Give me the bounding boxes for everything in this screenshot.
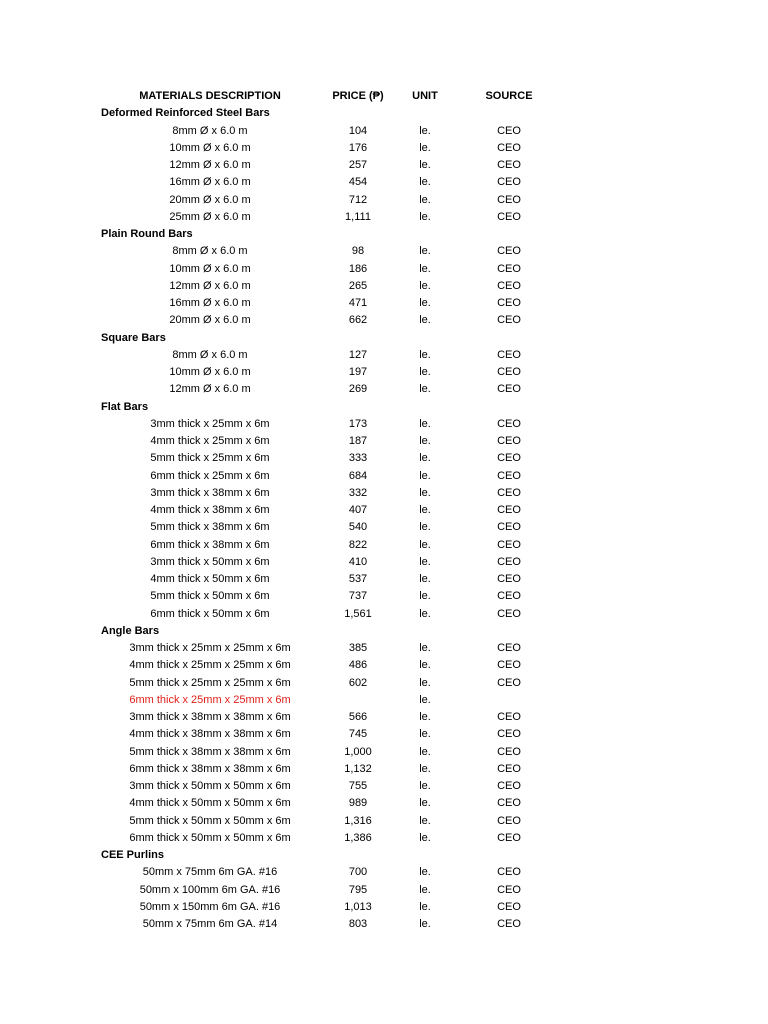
item-price: 173 (348, 417, 368, 430)
item-unit: le. (419, 279, 431, 292)
item-source: CEO (497, 521, 521, 534)
item-description: 3mm thick x 38mm x 38mm x 6m (129, 711, 291, 723)
section-heading (0, 847, 768, 864)
item-unit: le. (419, 383, 431, 396)
table-row (0, 312, 768, 329)
table-row (0, 744, 768, 761)
item-unit: le. (419, 297, 431, 309)
item-source: CEO (497, 262, 521, 275)
item-description: 6mm thick x 50mm x 50mm x 6m (129, 831, 291, 844)
table-row (0, 123, 768, 140)
table-row (0, 657, 768, 674)
item-price: 822 (348, 538, 368, 551)
table-row (0, 261, 768, 278)
table-row (0, 364, 768, 381)
item-unit: le. (419, 435, 431, 447)
table-row (0, 174, 768, 191)
item-unit: le. (419, 728, 431, 741)
table-row (0, 416, 768, 433)
item-price: 98 (351, 245, 365, 258)
item-unit: le. (419, 866, 431, 879)
item-source: CEO (497, 555, 521, 568)
section-title: Plain Round Bars (101, 228, 193, 240)
item-source: CEO (497, 900, 521, 913)
item-source: CEO (497, 831, 521, 844)
item-source: CEO (497, 435, 521, 447)
item-source: CEO (497, 866, 521, 879)
item-price: 803 (348, 918, 368, 930)
item-price: 755 (348, 780, 368, 792)
item-price: 700 (348, 866, 368, 879)
item-unit: le. (419, 555, 431, 568)
table-row (0, 640, 768, 657)
item-description: 3mm thick x 25mm x 25mm x 6m (129, 642, 291, 654)
item-price: 989 (348, 797, 368, 810)
header-description: MATERIALS DESCRIPTION (139, 90, 281, 102)
item-description: 12mm Ø x 6.0 m (169, 159, 251, 171)
item-description: 3mm thick x 50mm x 50mm x 6m (129, 780, 291, 792)
table-row (0, 433, 768, 450)
item-unit: le. (419, 417, 431, 430)
item-description: 3mm thick x 25mm x 6m (150, 417, 270, 430)
table-row (0, 295, 768, 312)
item-source: CEO (497, 728, 521, 741)
item-source: CEO (497, 573, 521, 585)
item-price: 684 (348, 469, 368, 482)
item-price: 795 (348, 883, 368, 896)
item-price: 1,013 (344, 900, 372, 913)
item-description: 12mm Ø x 6.0 m (169, 383, 251, 396)
item-source: CEO (497, 159, 521, 171)
item-source: CEO (497, 417, 521, 430)
item-price: 197 (348, 366, 368, 378)
item-source: CEO (497, 124, 521, 137)
item-unit: le. (419, 452, 431, 465)
item-description: 4mm thick x 25mm x 25mm x 6m (129, 659, 291, 672)
materials-price-list (0, 88, 768, 933)
item-price: 407 (348, 504, 368, 516)
table-row (0, 157, 768, 174)
item-unit: le. (419, 693, 431, 706)
item-unit: le. (419, 176, 431, 189)
item-unit: le. (419, 797, 431, 810)
item-description: 50mm x 150mm 6m GA. #16 (139, 900, 281, 913)
item-unit: le. (419, 210, 431, 223)
item-description: 10mm Ø x 6.0 m (169, 262, 251, 275)
table-row (0, 813, 768, 830)
item-source: CEO (497, 814, 521, 827)
item-price: 410 (348, 555, 368, 568)
item-description: 3mm thick x 38mm x 6m (150, 486, 270, 499)
item-description: 4mm thick x 38mm x 38mm x 6m (129, 728, 291, 741)
item-unit: le. (419, 780, 431, 792)
table-row (0, 502, 768, 519)
item-description: 6mm thick x 38mm x 6m (150, 538, 270, 551)
item-source: CEO (497, 676, 521, 689)
table-row (0, 778, 768, 795)
header-source: SOURCE (485, 90, 533, 102)
item-source: CEO (497, 366, 521, 378)
table-row (0, 916, 768, 933)
table-row (0, 537, 768, 554)
item-unit: le. (419, 141, 431, 154)
section-title: Flat Bars (101, 400, 149, 413)
table-row (0, 899, 768, 916)
item-unit: le. (419, 642, 431, 654)
table-row (0, 675, 768, 692)
item-price: 265 (348, 279, 368, 292)
item-price: 602 (348, 676, 368, 689)
item-price: 385 (348, 642, 368, 654)
section-heading (0, 623, 768, 640)
item-source: CEO (497, 348, 521, 361)
item-description: 5mm thick x 50mm x 50mm x 6m (129, 814, 291, 827)
table-row (0, 278, 768, 295)
section-title: CEE Purlins (101, 849, 164, 861)
item-price: 104 (348, 124, 368, 137)
header-price: PRICE (₱) (332, 90, 384, 102)
table-row (0, 519, 768, 536)
item-description: 20mm Ø x 6.0 m (169, 314, 251, 327)
item-price: 1,111 (345, 210, 371, 223)
item-description: 25mm Ø x 6.0 m (169, 210, 251, 223)
item-source: CEO (497, 245, 521, 258)
item-description: 8mm Ø x 6.0 m (172, 245, 248, 258)
item-price: 1,000 (344, 745, 372, 758)
table-row (0, 554, 768, 571)
item-description: 16mm Ø x 6.0 m (169, 297, 251, 309)
table-row (0, 864, 768, 881)
item-unit: le. (419, 469, 431, 482)
item-price: 176 (348, 141, 368, 154)
section-title: Angle Bars (101, 624, 160, 637)
item-unit: le. (419, 366, 431, 378)
item-price: 186 (348, 262, 368, 275)
table-row (0, 709, 768, 726)
table-row (0, 588, 768, 605)
item-price: 1,561 (344, 607, 372, 620)
item-description: 8mm Ø x 6.0 m (172, 348, 248, 361)
item-source: CEO (497, 780, 521, 792)
item-unit: le. (419, 521, 431, 534)
table-row (0, 571, 768, 588)
item-source: CEO (497, 314, 521, 327)
item-unit: le. (419, 831, 431, 844)
item-price: 127 (348, 348, 368, 361)
item-description: 6mm thick x 50mm x 6m (150, 607, 270, 620)
table-row (0, 882, 768, 899)
table-row (0, 192, 768, 209)
section-heading (0, 226, 768, 243)
item-source: CEO (497, 711, 521, 723)
item-unit: le. (419, 590, 431, 603)
table-row (0, 381, 768, 398)
item-description: 4mm thick x 50mm x 50mm x 6m (129, 797, 291, 810)
item-description: 50mm x 75mm 6m GA. #16 (142, 866, 278, 879)
section-title: Square Bars (101, 331, 166, 344)
item-unit: le. (419, 918, 431, 930)
item-description: 50mm x 100mm 6m GA. #16 (139, 883, 281, 896)
table-row (0, 692, 768, 709)
item-source: CEO (497, 383, 521, 396)
item-description: 3mm thick x 50mm x 6m (150, 555, 270, 568)
item-unit: le. (419, 883, 431, 896)
item-price: 454 (348, 176, 368, 189)
item-source: CEO (497, 745, 521, 758)
item-source: CEO (497, 797, 521, 810)
table-row (0, 795, 768, 812)
table-row (0, 209, 768, 226)
item-unit: le. (419, 504, 431, 516)
item-description: 4mm thick x 25mm x 6m (150, 435, 270, 447)
item-source: CEO (497, 176, 521, 189)
item-source: CEO (497, 279, 521, 292)
item-source: CEO (497, 538, 521, 551)
item-unit: le. (419, 762, 431, 775)
item-unit: le. (419, 676, 431, 689)
item-description: 6mm thick x 25mm x 25mm x 6m (129, 693, 291, 706)
table-row (0, 726, 768, 743)
item-description: 8mm Ø x 6.0 m (172, 124, 248, 137)
item-description: 16mm Ø x 6.0 m (169, 176, 251, 189)
section-title: Deformed Reinforced Steel Bars (101, 107, 270, 120)
item-price: 257 (348, 159, 368, 171)
item-price: 1,132 (344, 762, 372, 775)
item-source: CEO (497, 452, 521, 465)
item-source: CEO (497, 141, 521, 154)
item-description: 5mm thick x 25mm x 6m (150, 452, 270, 465)
item-unit: le. (419, 124, 431, 137)
item-price: 712 (348, 193, 368, 206)
item-price: 471 (348, 297, 368, 309)
item-source: CEO (497, 607, 521, 620)
item-source: CEO (497, 193, 521, 206)
item-description: 10mm Ø x 6.0 m (169, 141, 251, 154)
item-source: CEO (497, 762, 521, 775)
item-price: 537 (348, 573, 368, 585)
table-row (0, 347, 768, 364)
section-heading (0, 330, 768, 347)
item-description: 12mm Ø x 6.0 m (169, 279, 251, 292)
item-price: 333 (348, 452, 368, 465)
item-source: CEO (497, 590, 521, 603)
table-body (0, 105, 768, 933)
item-price: 1,386 (344, 831, 372, 844)
item-price: 332 (348, 486, 368, 499)
table-row (0, 606, 768, 623)
table-row (0, 243, 768, 260)
table-row (0, 468, 768, 485)
table-row (0, 761, 768, 778)
item-unit: le. (419, 900, 431, 913)
table-row (0, 450, 768, 467)
item-unit: le. (419, 486, 431, 499)
item-unit: le. (419, 814, 431, 827)
item-unit: le. (419, 262, 431, 275)
table-row (0, 140, 768, 157)
item-source: CEO (497, 642, 521, 654)
item-source: CEO (497, 210, 521, 223)
item-price: 566 (348, 711, 368, 723)
header-row (0, 88, 768, 105)
item-description: 5mm thick x 38mm x 6m (150, 521, 270, 534)
item-price: 540 (348, 521, 368, 534)
item-source: CEO (497, 659, 521, 672)
item-description: 4mm thick x 50mm x 6m (150, 573, 270, 585)
item-price: 737 (348, 590, 368, 603)
item-description: 5mm thick x 38mm x 38mm x 6m (129, 745, 291, 758)
item-source: CEO (497, 918, 521, 930)
table-row (0, 485, 768, 502)
item-unit: le. (419, 538, 431, 551)
item-unit: le. (419, 711, 431, 723)
item-source: CEO (497, 486, 521, 499)
section-heading (0, 399, 768, 416)
item-source: CEO (497, 469, 521, 482)
item-unit: le. (419, 348, 431, 361)
item-unit: le. (419, 159, 431, 171)
item-description: 6mm thick x 38mm x 38mm x 6m (129, 762, 291, 775)
item-unit: le. (419, 193, 431, 206)
item-price: 187 (348, 435, 368, 447)
item-price: 269 (348, 383, 368, 396)
item-unit: le. (419, 659, 431, 672)
item-unit: le. (419, 573, 431, 585)
item-source: CEO (497, 504, 521, 516)
item-description: 20mm Ø x 6.0 m (169, 193, 251, 206)
table-row (0, 830, 768, 847)
item-unit: le. (419, 607, 431, 620)
item-price: 745 (348, 728, 368, 741)
item-unit: le. (419, 245, 431, 258)
item-description: 5mm thick x 50mm x 6m (150, 590, 270, 603)
item-description: 50mm x 75mm 6m GA. #14 (142, 918, 278, 930)
item-description: 5mm thick x 25mm x 25mm x 6m (129, 676, 291, 689)
item-price: 486 (348, 659, 368, 672)
header-unit: UNIT (412, 90, 438, 102)
item-price: 1,316 (344, 814, 372, 827)
section-heading (0, 105, 768, 122)
item-description: 4mm thick x 38mm x 6m (150, 504, 270, 516)
item-description: 10mm Ø x 6.0 m (169, 366, 251, 378)
item-source: CEO (497, 297, 521, 309)
item-unit: le. (419, 314, 431, 327)
item-price: 662 (348, 314, 368, 327)
item-description: 6mm thick x 25mm x 6m (150, 469, 270, 482)
item-source: CEO (497, 883, 521, 896)
item-unit: le. (419, 745, 431, 758)
